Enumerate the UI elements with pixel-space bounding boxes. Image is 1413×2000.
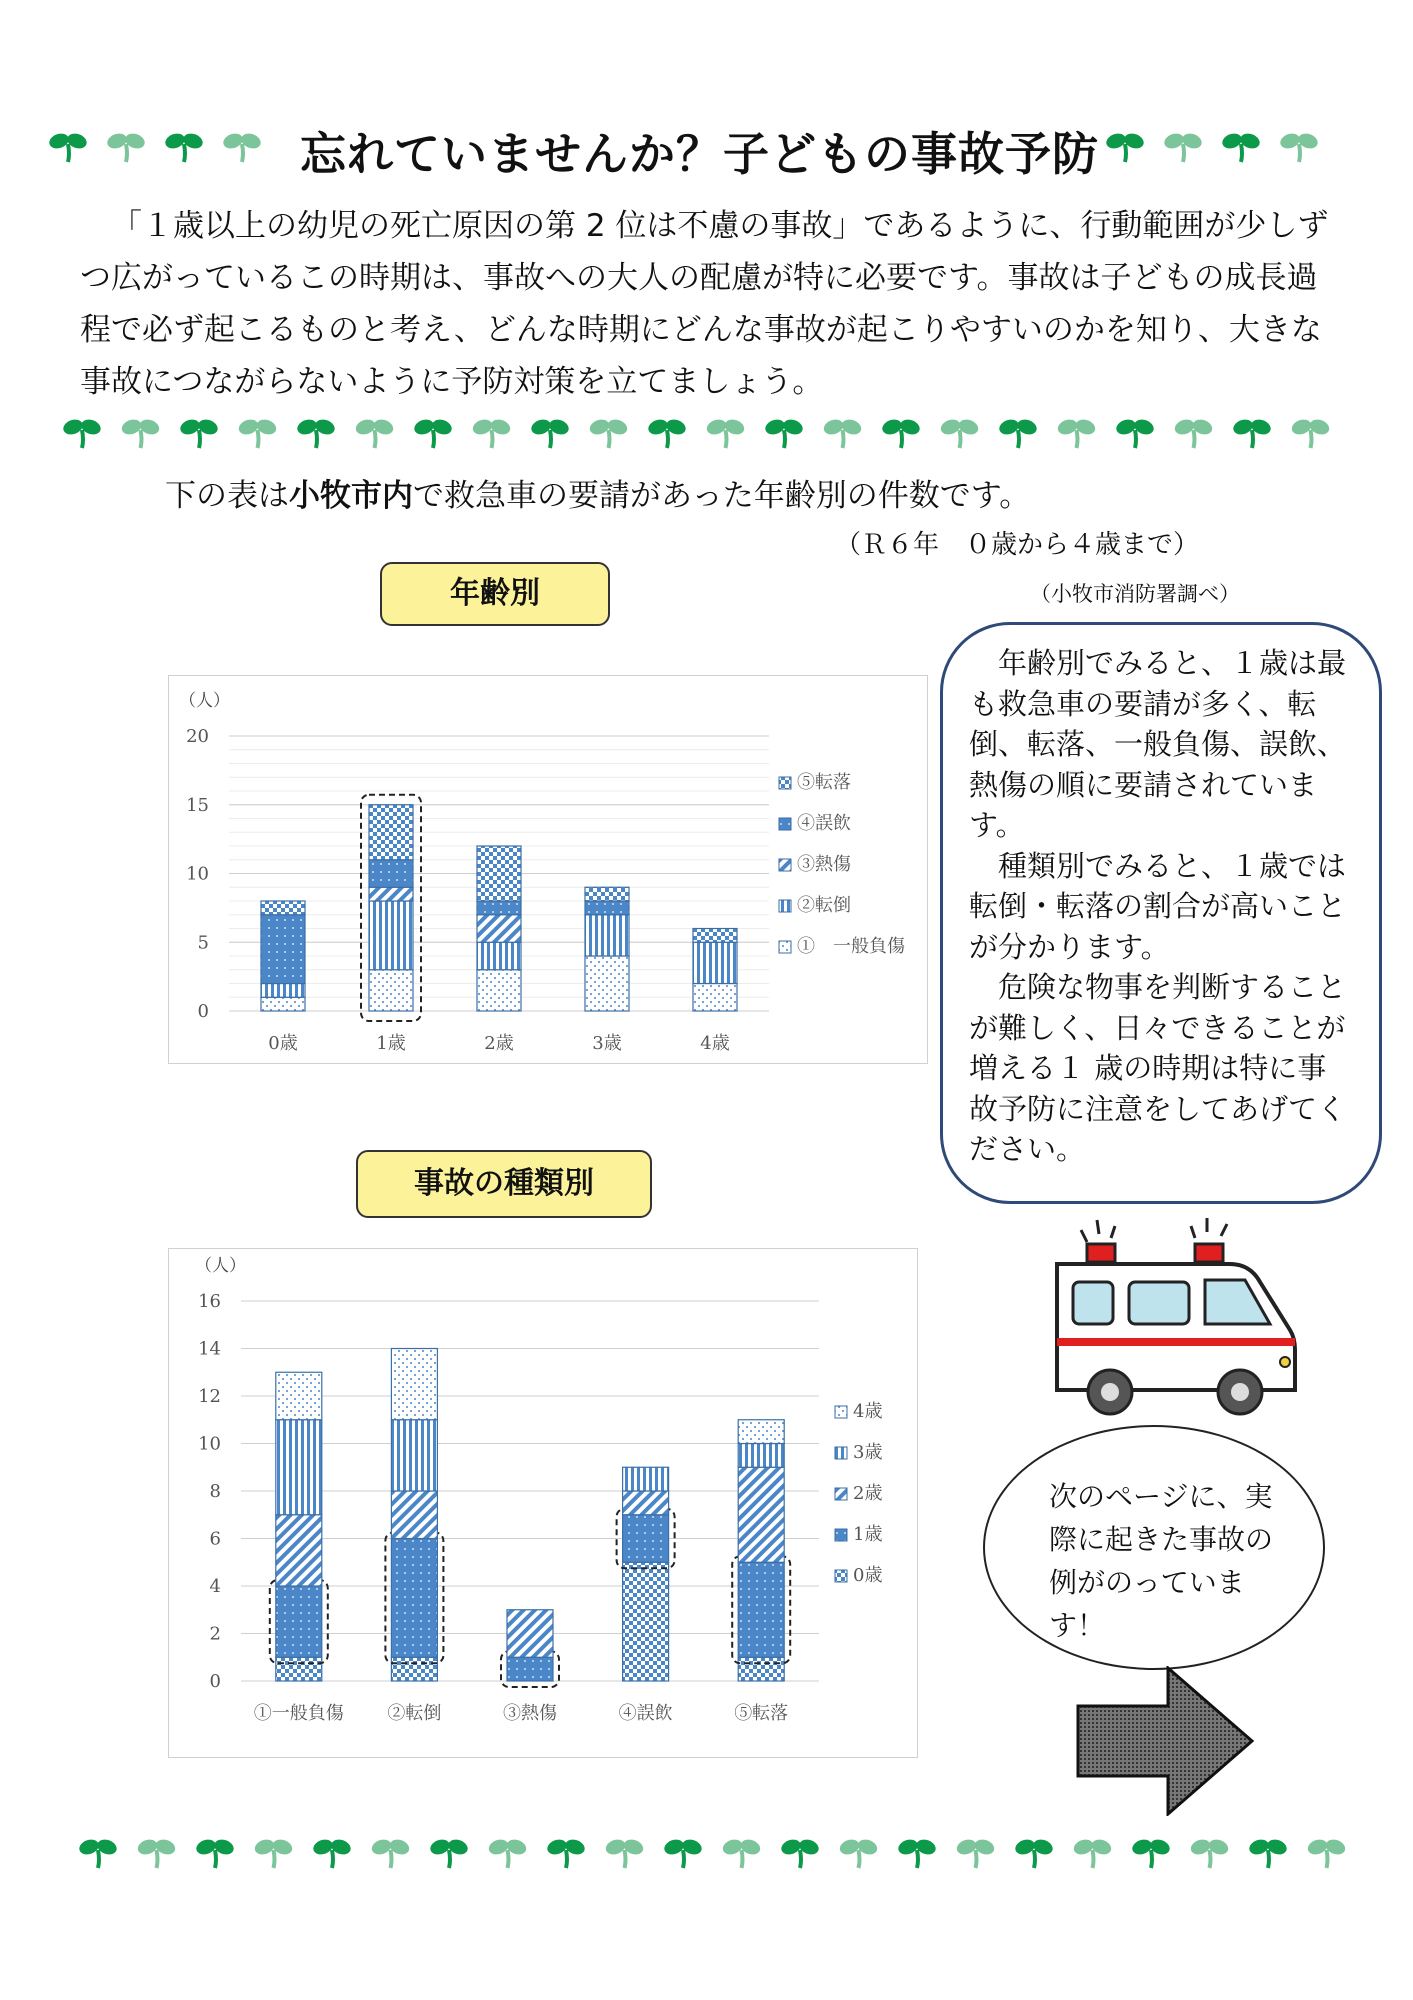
bar-segment (261, 984, 305, 998)
legend-entry: ⑤転落 (797, 772, 851, 793)
legend-swatch (779, 900, 791, 912)
bar-segment (738, 1657, 784, 1681)
legend-entry: 3歳 (853, 1442, 883, 1463)
y-tick-label: 16 (198, 1291, 221, 1312)
y-tick-label: 15 (186, 794, 209, 816)
sprout-icon (1290, 417, 1332, 448)
info-paragraph-2: 種類別でみると、１歳では転倒・転落の割合が高いことが分かります。 (969, 848, 1347, 964)
legend-entry: 0歳 (853, 1565, 883, 1586)
x-tick-label: 1歳 (376, 1033, 406, 1054)
bar-segment (693, 942, 737, 983)
bar-segment (738, 1467, 784, 1562)
x-tick-label: ③熱傷 (503, 1703, 557, 1724)
sprout-icon (822, 417, 864, 448)
bar-segment (738, 1444, 784, 1468)
legend-entry: 2歳 (853, 1483, 883, 1504)
sprout-icon (105, 131, 147, 162)
sprout-icon (354, 417, 396, 448)
bar-segment (276, 1372, 322, 1420)
intro-paragraph (80, 200, 1340, 408)
legend-entry: 1歳 (853, 1524, 883, 1545)
x-tick-label: 3歳 (592, 1033, 622, 1054)
sprout-icon (1072, 1837, 1114, 1868)
legend-entry: ②転倒 (797, 895, 851, 916)
next-page-bubble: 次のページに、実際に起きた事故の例がのっています！ (983, 1425, 1325, 1670)
info-paragraph-3: 危険な物事を判断することが難しく、日々できることが増える１ 歳の時期は特に事故予防に注意をしてあげてください。 (969, 970, 1347, 1166)
bar-segment (585, 915, 629, 956)
lead-before: 下の表は (165, 478, 289, 514)
bar-segment (369, 970, 413, 1011)
legend-entry: ④誤飲 (797, 813, 851, 834)
sprout-icon (253, 1837, 295, 1868)
bar-segment (477, 915, 521, 943)
sprout-icon (136, 1837, 178, 1868)
bar-segment (507, 1610, 553, 1658)
sprout-icon (1130, 1837, 1172, 1868)
sprout-icon (178, 417, 220, 448)
info-paragraph-1: 年齢別でみると、１歳は最も救急車の要請が多く、転倒、転落、一般負傷、誤飲、熱傷の順に要請されています。 (969, 646, 1347, 842)
legend-swatch (835, 1488, 847, 1500)
sprout-icon (1013, 1837, 1055, 1868)
y-tick-label: 14 (198, 1338, 221, 1360)
sprout-icon (163, 131, 205, 162)
x-tick-label: 0歳 (268, 1033, 298, 1054)
legend-entry: 4歳 (853, 1401, 883, 1422)
sprout-icon (428, 1837, 470, 1868)
sprout-row-divider (62, 412, 1352, 452)
sprout-icon (662, 1837, 704, 1868)
y-tick-label: 5 (197, 932, 209, 954)
legend-swatch (779, 818, 791, 830)
age-chart-label: 年齢別 (380, 562, 610, 626)
bar-segment (477, 942, 521, 970)
sprout-icon (1056, 417, 1098, 448)
sprout-icon (588, 417, 630, 448)
legend-swatch (835, 1406, 847, 1418)
bar-segment (276, 1515, 322, 1586)
legend-swatch (779, 859, 791, 871)
legend-swatch (835, 1570, 847, 1582)
bar-segment (261, 915, 305, 984)
x-tick-label: 4歳 (700, 1033, 730, 1054)
y-tick-label: 2 (209, 1623, 221, 1645)
y-tick-label: 0 (197, 1001, 209, 1022)
age-chart (168, 675, 928, 1064)
type-chart-svg (169, 1249, 917, 1757)
sprout-icon (705, 417, 747, 448)
age-chart-svg (169, 676, 927, 1063)
bar-segment (477, 846, 521, 901)
sprout-icon (604, 1837, 646, 1868)
sprout-icon (487, 1837, 529, 1868)
bar-segment (623, 1562, 669, 1681)
sprout-icon (471, 417, 513, 448)
sprout-icon (78, 1837, 119, 1868)
y-tick-label: 8 (209, 1481, 221, 1502)
sprout-icon (880, 417, 922, 448)
bar-segment (369, 901, 413, 970)
x-tick-label: 2歳 (484, 1033, 514, 1054)
legend-swatch (835, 1447, 847, 1459)
sprout-icon (120, 417, 162, 448)
sprout-icon (1162, 131, 1204, 162)
bar-segment (276, 1586, 322, 1657)
y-tick-label: 10 (186, 863, 209, 885)
bar-segment (276, 1420, 322, 1515)
x-tick-label: ④誤飲 (618, 1703, 673, 1724)
lead-city: 小牧市内 (289, 478, 413, 514)
bar-segment (585, 901, 629, 915)
bar-segment (623, 1491, 669, 1515)
legend-entry: ③熱傷 (797, 854, 851, 875)
bar-segment (585, 887, 629, 901)
sprout-icon (838, 1837, 880, 1868)
sprout-icon (646, 417, 688, 448)
x-tick-label: ①一般負傷 (253, 1703, 344, 1724)
sprout-row-bottom (78, 1832, 1368, 1872)
bar-segment (477, 970, 521, 1011)
y-tick-label: 6 (209, 1528, 221, 1550)
bar-segment (276, 1657, 322, 1681)
sprout-icon (295, 417, 337, 448)
sprout-icon (1306, 1837, 1348, 1868)
sprout-icon (1173, 417, 1215, 448)
data-source: （小牧市消防署調べ） (1030, 582, 1240, 606)
bar-segment (391, 1539, 437, 1658)
y-tick-label: 4 (209, 1576, 221, 1597)
sprout-icon (1231, 417, 1273, 448)
sprout-icon (545, 1837, 587, 1868)
sprout-icon (1114, 417, 1156, 448)
y-tick-label: 10 (198, 1433, 221, 1455)
x-tick-label: ②転倒 (387, 1703, 442, 1724)
legend-swatch (835, 1529, 847, 1541)
bar-segment (261, 901, 305, 915)
y-axis-label: （人） (195, 1256, 246, 1276)
legend-swatch (779, 941, 791, 953)
data-period: （Ｒ６年 ０歳から４歳まで） (835, 530, 1200, 560)
sprout-icon (48, 131, 89, 162)
bar-segment (693, 929, 737, 943)
y-tick-label: 12 (198, 1386, 221, 1407)
bar-segment (585, 956, 629, 1011)
bar-segment (477, 901, 521, 915)
y-axis-label: （人） (179, 691, 230, 711)
sprout-icon (1278, 131, 1320, 162)
page-title: 忘れていませんか？子どもの事故予防 (300, 127, 1099, 181)
sprout-row-title-left (48, 126, 288, 166)
bar-segment (369, 860, 413, 888)
sprout-icon (237, 417, 279, 448)
bar-segment (369, 805, 413, 860)
lead-after: で救急車の要請があった年齢別の件数です。 (413, 478, 1031, 514)
sprout-icon (779, 1837, 821, 1868)
sprout-icon (1247, 1837, 1289, 1868)
bar-segment (623, 1515, 669, 1563)
y-tick-label: 20 (186, 726, 209, 747)
bar-segment (623, 1467, 669, 1491)
bar-segment (507, 1657, 553, 1681)
sprout-icon (370, 1837, 412, 1868)
sprout-icon (311, 1837, 353, 1868)
y-tick-label: 0 (209, 1671, 221, 1692)
legend-swatch (779, 777, 791, 789)
bar-segment (738, 1562, 784, 1657)
sprout-icon (529, 417, 571, 448)
info-bubble (940, 622, 1382, 1204)
sprout-icon (763, 417, 805, 448)
bar-segment (391, 1657, 437, 1681)
bar-segment (391, 1491, 437, 1539)
bar-segment (391, 1420, 437, 1491)
bar-segment (391, 1349, 437, 1420)
type-chart-label: 事故の種類別 (356, 1150, 652, 1218)
bar-segment (261, 997, 305, 1011)
sprout-icon (221, 131, 263, 162)
sprout-icon (194, 1837, 236, 1868)
sprout-icon (939, 417, 981, 448)
sprout-icon (896, 1837, 938, 1868)
bar-segment (738, 1420, 784, 1444)
sprout-icon (62, 417, 103, 448)
arrow-right-icon (1076, 1666, 1256, 1816)
sprout-icon (1220, 131, 1262, 162)
sprout-icon (412, 417, 454, 448)
ambulance-icon (1045, 1212, 1310, 1422)
sprout-icon (955, 1837, 997, 1868)
x-tick-label: ⑤転落 (734, 1703, 789, 1724)
bar-segment (693, 984, 737, 1012)
sprout-icon (1105, 131, 1146, 162)
sprout-row-title-right (1105, 126, 1345, 166)
sprout-icon (997, 417, 1039, 448)
intro-text: 「１歳以上の幼児の死亡原因の第 2 位は不慮の事故」であるように、行動範囲が少しずつ広がっているこの時期は、事故への大人の配慮が特に必要です。事故は子どもの成長過程で必ず起こるものと考え、どんな時期にどんな事故が起こりやすいのかを知り、大きな事故につながらないように予防対策を立てましょう。 (80, 208, 1329, 400)
sprout-icon (1189, 1837, 1231, 1868)
chart-lead-text (165, 470, 1030, 515)
type-chart (168, 1248, 918, 1758)
legend-entry: ① 一般負傷 (797, 936, 905, 957)
sprout-icon (721, 1837, 763, 1868)
bar-segment (369, 887, 413, 901)
